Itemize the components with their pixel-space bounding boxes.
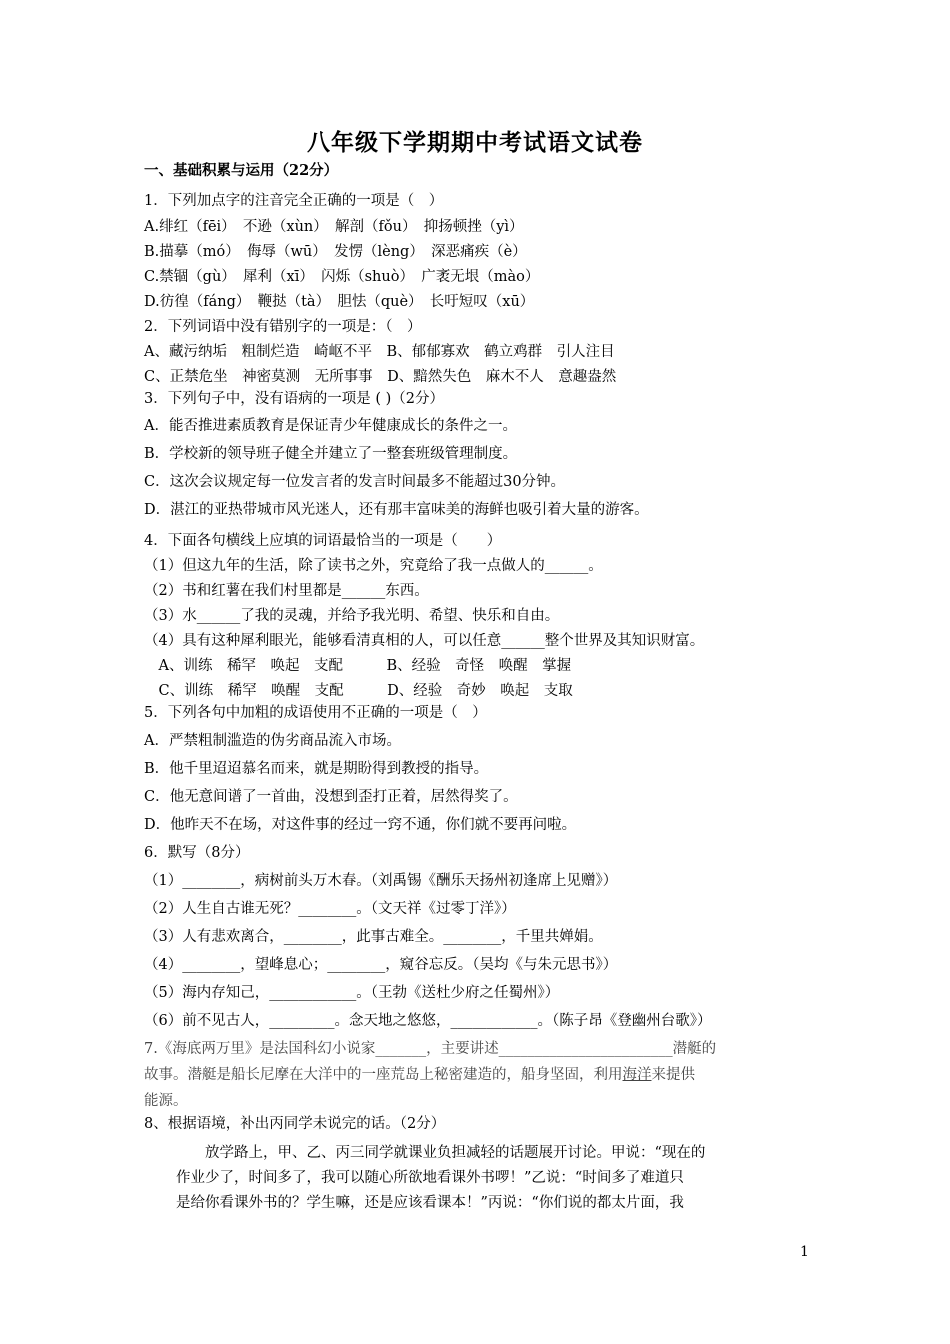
option-5b: B．他千里迢迢慕名而来，就是期盼得到教授的指导。	[144, 761, 489, 777]
option-5c: C．他无意间谱了一首曲，没想到歪打正着，居然得奖了。	[144, 789, 518, 805]
passage-line-1: 放学路上，甲、乙、丙三同学就课业负担减轻的话题展开讨论。甲说：“现在的	[176, 1145, 706, 1161]
option-1d: D.彷徨（fáng） 鞭挞（tà） 胆怯（què） 长吁短叹（xū）	[144, 294, 535, 310]
option-2ab: A、藏污纳垢 粗制烂造 崎岖不平 B、郁郁寡欢 鹤立鸡群 引人注目	[144, 344, 615, 360]
option-5a: A．严禁粗制滥造的伪劣商品流入市场。	[144, 733, 401, 749]
underlined-word: 海洋	[622, 1067, 652, 1083]
question-8: 8、根据语境，补出丙同学未说完的话。（2分）	[144, 1116, 446, 1132]
dictation-2: （2）人生自古谁无死？________。（文天祥《过零丁洋》）	[144, 901, 516, 917]
question-4-item-4: （4）具有这种犀利眼光，能够看清真相的人，可以任意______整个世界及其知识财富。	[144, 633, 705, 649]
question-1: 1．下列加点字的注音完全正确的一项是（ ）	[144, 193, 444, 209]
dictation-4: （4）________，望峰息心；________，窥谷忘反。（吴均《与朱元思书》）	[144, 957, 618, 973]
question-3: 3．下列句子中，没有语病的一项是 ( )（2分）	[144, 391, 444, 407]
question-4-item-2: （2）书和红薯在我们村里都是______东西。	[144, 583, 429, 599]
dictation-3: （3）人有悲欢离合，________，此事古难全。________，千里共婵娟。	[144, 929, 603, 945]
question-4-item-3: （3）水______了我的灵魂，并给予我光明、希望、快乐和自由。	[144, 608, 560, 624]
question-7-line-2	[144, 1065, 695, 1085]
section-heading: 一、基础积累与运用（22分）	[144, 162, 339, 179]
option-1a: A.绯红（fēi） 不逊（xùn） 解剖（fǒu） 抑扬顿挫（yì）	[144, 219, 524, 235]
question-7-text: 故事。潜艇是船长尼摩在大洋中的一座荒岛上秘密建造的，船身坚固，利用	[144, 1067, 623, 1083]
option-2cd: C、正禁危坐 神密莫测 无所事事 D、黯然失色 麻木不人 意趣盎然	[144, 369, 617, 385]
dictation-1: （1）________，病树前头万木春。（刘禹锡《酬乐天扬州初逢席上见赠》）	[144, 873, 618, 889]
question-4-item-1: （1）但这九年的生活，除了读书之外，究竟给了我一点做人的______。	[144, 558, 603, 574]
option-4cd: C、训练 稀罕 唤醒 支配 D、经验 奇妙 唤起 支取	[144, 683, 573, 699]
question-4: 4．下面各句横线上应填的词语最恰当的一项是（ ）	[144, 533, 502, 549]
option-1b: B.描摹（mó） 侮辱（wū） 发愣（lèng） 深恶痛疾（è）	[144, 244, 527, 260]
question-7-line-1: 7.《海底两万里》是法国科幻小说家_______，主要讲述________________________潜艇的	[144, 1041, 717, 1057]
page-number: 1	[800, 1244, 809, 1260]
question-7-text-end: 来提供	[651, 1067, 695, 1083]
exam-title: 八年级下学期期中考试语文试卷	[307, 129, 643, 156]
option-3a: A．能否推进素质教育是保证青少年健康成长的条件之一。	[144, 418, 517, 434]
option-3d: D．湛江的亚热带城市风光迷人，还有那丰富味美的海鲜也吸引着大量的游客。	[144, 502, 649, 518]
passage-line-2: 作业少了，时间多了，我可以随心所欲地看课外书啰！”乙说：“时间多了难道只	[176, 1170, 684, 1186]
option-4ab: A、训练 稀罕 唤起 支配 B、经验 奇怪 唤醒 掌握	[144, 658, 572, 674]
dictation-5: （5）海内存知己，____________。（王勃《送杜少府之任蜀州》）	[144, 985, 560, 1001]
question-6: 6．默写（8分）	[144, 845, 250, 861]
option-5d: D．他昨天不在场，对这件事的经过一窍不通，你们就不要再问啦。	[144, 817, 577, 833]
question-7-line-3: 能源。	[144, 1093, 188, 1109]
option-3c: C．这次会议规定每一位发言者的发言时间最多不能超过30分钟。	[144, 474, 566, 490]
option-3b: B．学校新的领导班子健全并建立了一整套班级管理制度。	[144, 446, 518, 462]
question-2: 2．下列词语中没有错别字的一项是：（ ）	[144, 319, 422, 335]
option-1c: C.禁锢（gù） 犀利（xī） 闪烁（shuò） 广袤无垠（mào）	[144, 269, 540, 285]
question-5: 5．下列各句中加粗的成语使用不正确的一项是（ ）	[144, 705, 487, 721]
dictation-6: （6）前不见古人，_________。念天地之悠悠，____________。（陈子昂《登幽州台歌》）	[144, 1013, 712, 1029]
passage-line-3: 是给你看课外书的？学生嘛，还是应该看课本！”丙说：“你们说的都太片面，我	[176, 1195, 684, 1211]
